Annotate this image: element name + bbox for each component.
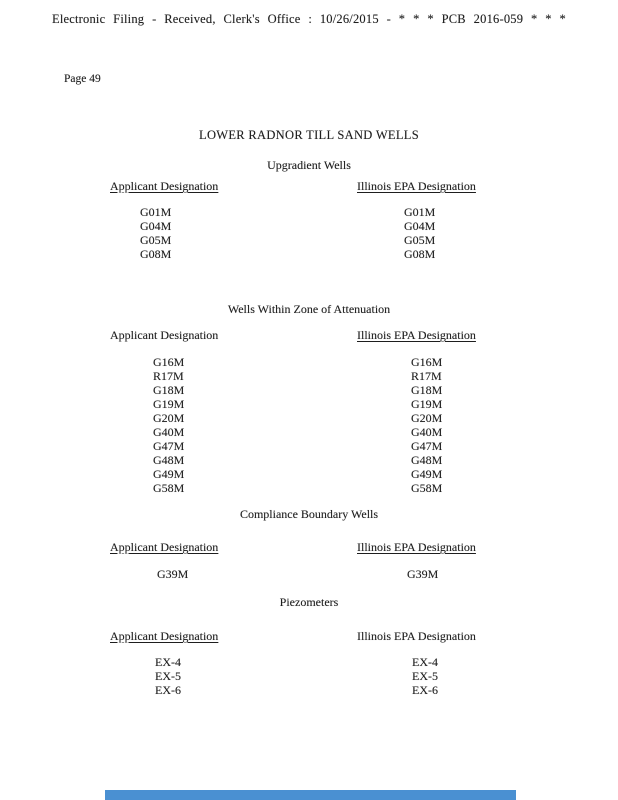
well-designation-applicant: EX-6 bbox=[155, 683, 181, 697]
table-row bbox=[0, 439, 618, 453]
table-row bbox=[0, 481, 618, 495]
piezometers-table bbox=[0, 655, 618, 697]
table-row bbox=[0, 683, 618, 697]
well-designation-epa: G40M bbox=[411, 425, 443, 439]
well-designation-epa: G16M bbox=[411, 355, 443, 369]
upgradient-wells-table bbox=[0, 205, 618, 261]
table-row bbox=[0, 397, 618, 411]
well-designation-applicant: G40M bbox=[153, 425, 185, 439]
table-row bbox=[0, 655, 618, 669]
table-row bbox=[0, 205, 618, 219]
table-row bbox=[0, 669, 618, 683]
header-row-zone bbox=[0, 328, 618, 344]
section-title-zone-of-attenuation: Wells Within Zone of Attenuation bbox=[227, 302, 391, 316]
page-number: Page 49 bbox=[64, 73, 101, 85]
filing-stamp: Electronic Filing - Received, Clerk's Office : 10/26/2015 - * * * PCB 2016-059 * * * bbox=[51, 12, 567, 26]
well-designation-applicant: R17M bbox=[153, 369, 184, 383]
well-designation-epa: G49M bbox=[411, 467, 443, 481]
column-header-applicant: Applicant Designation bbox=[110, 328, 219, 342]
table-row bbox=[0, 219, 618, 233]
well-designation-applicant: G08M bbox=[140, 247, 172, 261]
table-row bbox=[0, 355, 618, 369]
well-designation-applicant: G39M bbox=[157, 567, 189, 581]
bottom-blue-bar bbox=[105, 790, 516, 800]
section-title-upgradient-wells: Upgradient Wells bbox=[267, 158, 351, 172]
well-designation-applicant: EX-5 bbox=[155, 669, 181, 683]
table-row bbox=[0, 247, 618, 261]
column-header-applicant: Applicant Designation bbox=[110, 540, 219, 554]
well-designation-applicant: G49M bbox=[153, 467, 185, 481]
well-designation-applicant: G47M bbox=[153, 439, 185, 453]
well-designation-epa: G18M bbox=[411, 383, 443, 397]
well-designation-epa: G01M bbox=[404, 205, 436, 219]
compliance-boundary-table bbox=[0, 567, 618, 581]
well-designation-epa: G48M bbox=[411, 453, 443, 467]
well-designation-applicant: G04M bbox=[140, 219, 172, 233]
column-header-epa: Illinois EPA Designation bbox=[357, 629, 476, 643]
well-designation-applicant: G01M bbox=[140, 205, 172, 219]
well-designation-epa: G47M bbox=[411, 439, 443, 453]
table-row bbox=[0, 383, 618, 397]
well-designation-applicant: G16M bbox=[153, 355, 185, 369]
column-header-epa: Illinois EPA Designation bbox=[357, 179, 476, 193]
header-row-piezometers bbox=[0, 629, 618, 645]
well-designation-epa: EX-4 bbox=[412, 655, 438, 669]
well-designation-applicant: G58M bbox=[153, 481, 185, 495]
page-title: LOWER RADNOR TILL SAND WELLS bbox=[199, 128, 419, 142]
well-designation-applicant: G20M bbox=[153, 411, 185, 425]
table-row bbox=[0, 425, 618, 439]
section-title-piezometers: Piezometers bbox=[279, 595, 339, 609]
well-designation-epa: G08M bbox=[404, 247, 436, 261]
header-row-compliance bbox=[0, 540, 618, 556]
column-header-applicant: Applicant Designation bbox=[110, 179, 219, 193]
table-row bbox=[0, 233, 618, 247]
well-designation-applicant: G18M bbox=[153, 383, 185, 397]
well-designation-epa: R17M bbox=[411, 369, 442, 383]
column-header-epa: Illinois EPA Designation bbox=[357, 540, 476, 554]
well-designation-epa: EX-5 bbox=[412, 669, 438, 683]
header-row-upgradient bbox=[0, 179, 618, 195]
well-designation-applicant: EX-4 bbox=[155, 655, 181, 669]
section-title-compliance-boundary: Compliance Boundary Wells bbox=[239, 507, 379, 521]
table-row bbox=[0, 467, 618, 481]
table-row bbox=[0, 411, 618, 425]
well-designation-epa: EX-6 bbox=[412, 683, 438, 697]
well-designation-epa: G19M bbox=[411, 397, 443, 411]
well-designation-epa: G05M bbox=[404, 233, 436, 247]
table-row bbox=[0, 369, 618, 383]
table-row bbox=[0, 567, 618, 581]
well-designation-epa: G04M bbox=[404, 219, 436, 233]
zone-of-attenuation-table bbox=[0, 355, 618, 495]
well-designation-applicant: G48M bbox=[153, 453, 185, 467]
well-designation-applicant: G19M bbox=[153, 397, 185, 411]
column-header-epa: Illinois EPA Designation bbox=[357, 328, 476, 342]
well-designation-epa: G20M bbox=[411, 411, 443, 425]
column-header-applicant: Applicant Designation bbox=[110, 629, 219, 643]
well-designation-epa: G39M bbox=[407, 567, 439, 581]
table-row bbox=[0, 453, 618, 467]
well-designation-epa: G58M bbox=[411, 481, 443, 495]
well-designation-applicant: G05M bbox=[140, 233, 172, 247]
